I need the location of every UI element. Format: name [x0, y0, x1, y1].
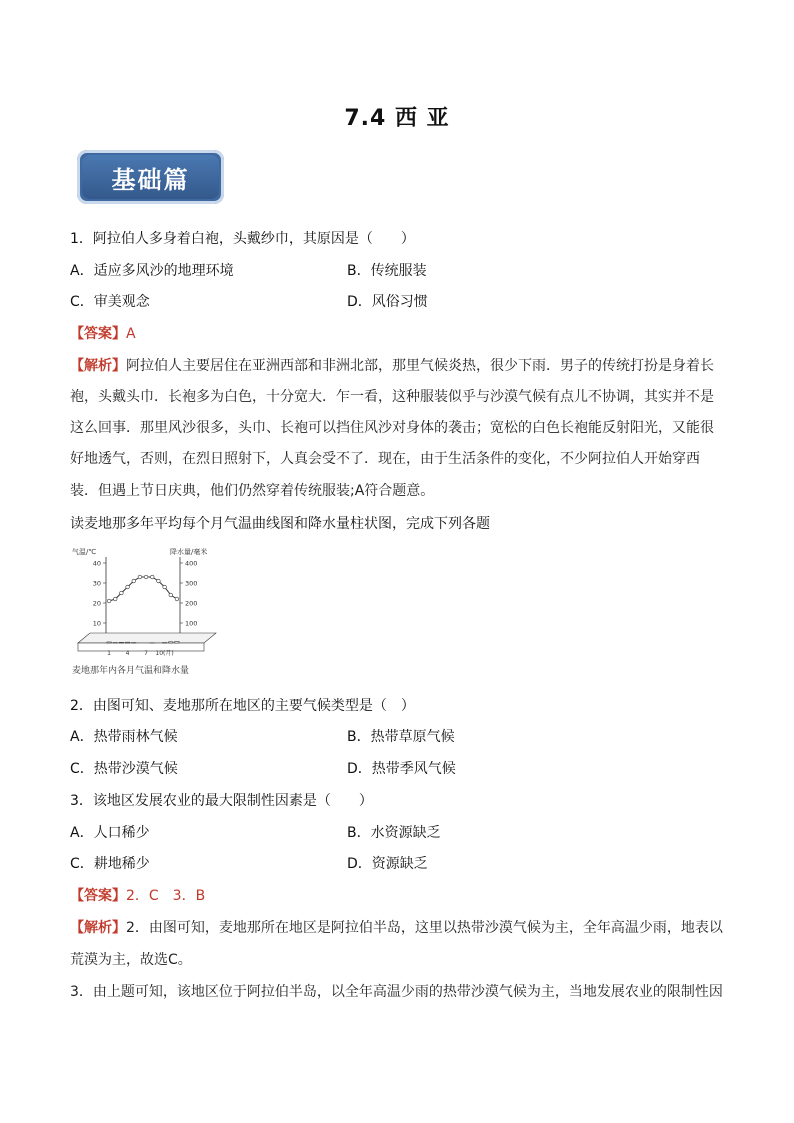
section-badge-label: 基础篇	[82, 155, 219, 199]
analysis-text: 阿拉伯人主要居住在亚洲西部和非洲北部，那里气候炎热，很少下雨．男子的传统打扮是身着长	[126, 358, 714, 374]
climate-chart	[70, 545, 230, 680]
analysis-tag: 【解析】	[70, 358, 126, 374]
q3-option-c: C．耕地稀少	[70, 856, 150, 872]
answer-value: 2．C 3．B	[126, 888, 206, 904]
q2-option-c: C．热带沙漠气候	[70, 761, 178, 777]
q3-option-b: B．水资源缺乏	[347, 825, 441, 841]
q2-option-d: D．热带季风气候	[347, 761, 456, 777]
right-tick-label: 200	[185, 599, 198, 608]
q1-analysis-line-4: 好地透气，否则，在烈日照射下，人真会受不了．现在，由于生活条件的变化，不少阿拉伯人开始穿西	[70, 451, 700, 467]
left-tick-label: 20	[92, 599, 101, 608]
left-axis-label: 气温/℃	[72, 548, 97, 556]
temperature-point	[107, 599, 111, 603]
temperature-point	[132, 579, 136, 583]
question-2-stem: 2．由图可知、麦地那所在地区的主要气候类型是（ ）	[70, 698, 415, 714]
x-tick-label: 4	[125, 650, 130, 657]
temperature-point	[120, 591, 124, 595]
temperature-line	[109, 577, 177, 601]
base-top	[78, 633, 216, 643]
right-tick-label: 300	[185, 579, 198, 588]
q1-analysis-line-1	[70, 356, 714, 376]
q1-analysis-line-3: 这么回事．那里风沙很多，头巾、长袍可以挡住风沙对身体的袭击；宽松的白色长袍能反射阳光，又能很	[70, 420, 714, 436]
x-tick-label: 7	[144, 650, 148, 657]
temperature-point	[157, 579, 161, 583]
q1-answer	[70, 324, 136, 344]
q23-analysis-line-2: 荒漠为主，故选C。	[70, 952, 192, 968]
answer-tag: 【答案】	[70, 326, 126, 342]
q2-option-b: B．热带草原气候	[347, 729, 455, 745]
x-tick-label: 1	[107, 650, 111, 657]
right-tick-label: 100	[185, 619, 198, 628]
chart-caption: 麦地那年内各月气温和降水量	[72, 666, 190, 676]
answer-value: A	[126, 326, 136, 342]
precip-bar	[169, 642, 173, 643]
precip-bar	[125, 642, 129, 643]
precip-bar	[107, 642, 111, 643]
analysis-text: 2．由图可知，麦地那所在地区是阿拉伯半岛，这里以热带沙漠气候为主，全年高温少雨，地表以	[126, 920, 723, 936]
q3-option-d: D．资源缺乏	[347, 856, 428, 872]
precip-bar	[119, 642, 123, 643]
q23-answer	[70, 886, 205, 906]
left-tick-label: 30	[92, 579, 101, 588]
x-tick-label: 10(月)	[155, 650, 174, 657]
question-1-stem: 1．阿拉伯人多身着白袍，头戴纱巾，其原因是（ ）	[70, 231, 415, 247]
chart-intro: 读麦地那多年平均每个月气温曲线图和降水量柱状图，完成下列各题	[70, 516, 490, 532]
page-title: 7.4 西 亚	[344, 106, 450, 131]
q2-option-a: A．热带雨林气候	[70, 729, 178, 745]
q1-option-d: D．风俗习惯	[347, 294, 428, 310]
left-tick-label: 10	[92, 619, 101, 628]
temperature-point	[144, 575, 148, 579]
right-tick-label: 400	[185, 559, 198, 568]
temperature-point	[113, 597, 117, 601]
temperature-point	[169, 593, 173, 597]
q1-option-a: A．适应多风沙的地理环境	[70, 263, 234, 279]
temperature-point	[138, 575, 142, 579]
q1-analysis-line-5: 装．但遇上节日庆典，他们仍然穿着传统服装;A符合题意。	[70, 483, 435, 499]
q1-analysis-line-2: 袍，头戴头巾．长袍多为白色，十分宽大．乍一看，这种服装似乎与沙漠气候有点儿不协调，其实并不是	[70, 389, 714, 405]
base-front	[78, 643, 204, 651]
left-tick-label: 40	[92, 559, 101, 568]
q1-option-c: C．审美观念	[70, 294, 150, 310]
question-3-stem: 3．该地区发展农业的最大限制性因素是（ ）	[70, 793, 373, 809]
q23-analysis-line-3: 3．由上题可知，该地区位于阿拉伯半岛，以全年高温少雨的热带沙漠气候为主，当地发展农业的限制性因	[70, 984, 723, 1000]
chart-plot	[78, 557, 216, 657]
q1-option-b: B．传统服装	[347, 263, 427, 279]
precip-bar	[175, 641, 179, 643]
temperature-point	[163, 585, 167, 589]
right-axis-label: 降水量/毫米	[170, 548, 208, 556]
q3-option-a: A．人口稀少	[70, 825, 150, 841]
q23-analysis-line-1	[70, 918, 723, 938]
answer-tag: 【答案】	[70, 888, 126, 904]
analysis-tag: 【解析】	[70, 920, 126, 936]
temperature-point	[150, 575, 154, 579]
temperature-point	[126, 585, 130, 589]
section-badge	[77, 150, 224, 204]
temperature-point	[175, 597, 179, 601]
